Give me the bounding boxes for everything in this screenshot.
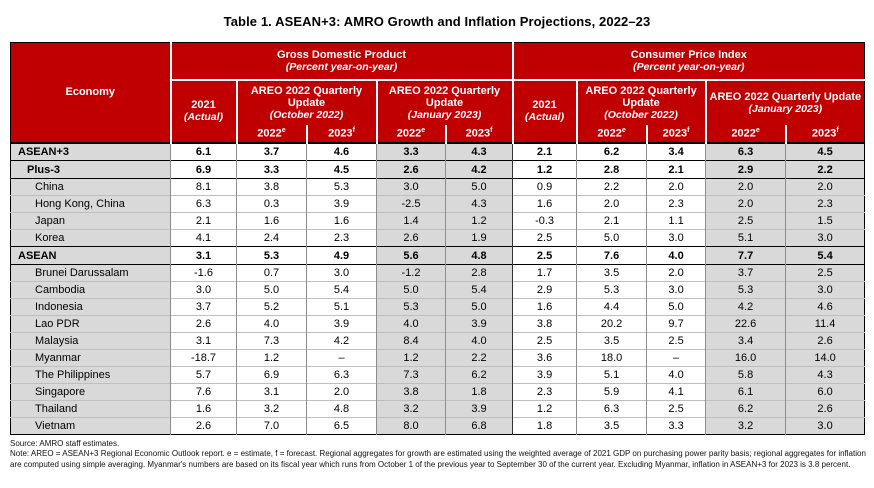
value-cell: 2.6 xyxy=(171,418,237,435)
value-cell: 16.0 xyxy=(706,350,786,367)
value-cell: 4.3 xyxy=(446,196,513,213)
value-cell: 1.2 xyxy=(513,161,577,179)
value-cell: 4.0 xyxy=(647,247,706,265)
value-cell: 2.1 xyxy=(577,213,647,230)
table-row xyxy=(11,350,865,367)
gdp-2021-label: 2021 xyxy=(191,99,216,111)
value-cell: 2.4 xyxy=(237,230,307,247)
col-group-gdp-oct xyxy=(237,80,377,125)
economy-cell: Cambodia xyxy=(11,282,171,299)
table-row xyxy=(11,247,865,265)
value-cell: 5.3 xyxy=(377,299,446,316)
value-cell: 3.5 xyxy=(577,265,647,282)
col-group-gdp xyxy=(171,43,513,80)
value-cell: 3.8 xyxy=(513,316,577,333)
value-cell: 1.6 xyxy=(307,213,377,230)
value-cell: -18.7 xyxy=(171,350,237,367)
value-cell: 7.6 xyxy=(577,247,647,265)
value-cell: 5.3 xyxy=(237,247,307,265)
gdp-jan-sublabel: (January 2023) xyxy=(407,108,482,121)
col-header-cpi-oct-2022e: 2022e xyxy=(577,125,647,143)
value-cell: -0.3 xyxy=(513,213,577,230)
col-header-gdp-oct-2023f: 2023$^f$ xyxy=(307,125,377,143)
col-group-cpi xyxy=(513,43,865,80)
value-cell: 3.5 xyxy=(577,333,647,350)
col-header-cpi-jan-2023f: 2023$^f$ xyxy=(786,125,865,143)
value-cell: 3.0 xyxy=(647,282,706,299)
col-group-gdp-jan xyxy=(377,80,513,125)
value-cell: 2.5 xyxy=(706,213,786,230)
value-cell: 7.0 xyxy=(237,418,307,435)
value-cell: 3.9 xyxy=(307,196,377,213)
value-cell: 5.0 xyxy=(446,299,513,316)
value-cell: 3.9 xyxy=(307,316,377,333)
value-cell: 2.3 xyxy=(513,384,577,401)
col-group-cpi-oct xyxy=(577,80,706,125)
value-cell: 3.0 xyxy=(786,418,865,435)
economy-cell: Brunei Darussalam xyxy=(11,265,171,282)
value-cell: 7.6 xyxy=(171,384,237,401)
value-cell: 0.9 xyxy=(513,179,577,196)
gdp-jan-label: AREO 2022 Quarterly Update xyxy=(388,84,501,109)
value-cell: 1.4 xyxy=(377,213,446,230)
value-cell: 2.0 xyxy=(647,265,706,282)
table-row xyxy=(11,282,865,299)
value-cell: 22.6 xyxy=(706,316,786,333)
value-cell: 3.0 xyxy=(377,179,446,196)
value-cell: 5.6 xyxy=(377,247,446,265)
economy-cell: Myanmar xyxy=(11,350,171,367)
value-cell: 3.0 xyxy=(647,230,706,247)
value-cell: 6.9 xyxy=(237,367,307,384)
table-footer xyxy=(10,439,866,470)
value-cell: 14.0 xyxy=(786,350,865,367)
value-cell: 3.7 xyxy=(171,299,237,316)
value-cell: 2.0 xyxy=(647,179,706,196)
col-header-gdp-oct-2022e: 2022e xyxy=(237,125,307,143)
value-cell: 3.9 xyxy=(446,316,513,333)
table-row xyxy=(11,143,865,161)
value-cell: 4.0 xyxy=(237,316,307,333)
value-cell: 3.4 xyxy=(706,333,786,350)
col-header-cpi-jan-2022e: 2022e xyxy=(706,125,786,143)
value-cell: 1.8 xyxy=(446,384,513,401)
value-cell: 4.3 xyxy=(446,143,513,161)
value-cell: 6.5 xyxy=(307,418,377,435)
value-cell: 5.0 xyxy=(446,179,513,196)
col-header-gdp-jan-2022e: 2022e xyxy=(377,125,446,143)
cpi-group-title: Consumer Price Index xyxy=(630,48,747,61)
value-cell: 6.3 xyxy=(307,367,377,384)
value-cell: 4.5 xyxy=(786,143,865,161)
economy-cell: Singapore xyxy=(11,384,171,401)
col-header-cpi-2021 xyxy=(513,80,577,143)
source-note: Source: AMRO staff estimates. xyxy=(10,439,120,448)
table-row xyxy=(11,196,865,213)
value-cell: 2.8 xyxy=(446,265,513,282)
projections-table xyxy=(10,42,865,435)
table-row xyxy=(11,316,865,333)
value-cell: 0.3 xyxy=(237,196,307,213)
value-cell: 5.1 xyxy=(307,299,377,316)
value-cell: 3.4 xyxy=(647,143,706,161)
value-cell: 9.7 xyxy=(647,316,706,333)
value-cell: 3.2 xyxy=(377,401,446,418)
value-cell: 2.6 xyxy=(786,333,865,350)
table-row xyxy=(11,418,865,435)
value-cell: 2.2 xyxy=(446,350,513,367)
value-cell: 2.8 xyxy=(577,161,647,179)
value-cell: 2.5 xyxy=(513,247,577,265)
value-cell: 6.3 xyxy=(706,143,786,161)
table-body xyxy=(11,143,865,435)
value-cell: 18.0 xyxy=(577,350,647,367)
table-row xyxy=(11,230,865,247)
value-cell: 1.6 xyxy=(513,299,577,316)
value-cell: 3.9 xyxy=(446,401,513,418)
cpi-2021-sublabel: (Actual) xyxy=(525,111,565,123)
value-cell: 2.0 xyxy=(706,179,786,196)
economy-cell: Indonesia xyxy=(11,299,171,316)
value-cell: 4.6 xyxy=(307,143,377,161)
value-cell: 2.6 xyxy=(171,316,237,333)
value-cell: 3.5 xyxy=(577,418,647,435)
value-cell: 1.2 xyxy=(513,401,577,418)
cpi-jan-sublabel: (January 2023) xyxy=(748,102,823,115)
value-cell: 4.1 xyxy=(171,230,237,247)
value-cell: 2.6 xyxy=(377,161,446,179)
economy-cell: Korea xyxy=(11,230,171,247)
value-cell: 5.4 xyxy=(307,282,377,299)
gdp-oct-sublabel: (October 2022) xyxy=(269,108,344,121)
value-cell: 3.6 xyxy=(513,350,577,367)
value-cell: – xyxy=(307,350,377,367)
value-cell: 5.0 xyxy=(237,282,307,299)
value-cell: 5.1 xyxy=(577,367,647,384)
value-cell: 3.3 xyxy=(237,161,307,179)
col-header-cpi-oct-2023f: 2023$^f$ xyxy=(647,125,706,143)
value-cell: 1.2 xyxy=(446,213,513,230)
economy-cell: ASEAN xyxy=(11,247,171,265)
footnote: Note: AREO = ASEAN+3 Regional Economic Outlook report. e = estimate, f = forecast. Regional aggregates for growth are estimated using the weighted average of 2021 GDP on purchasing power parity basis; regional aggregates for inflation are computed using simple averaging. Myanmar's numbers are based on its fiscal year which runs from October 1 of the previous year to September 30 of the current year. Excluding Myanmar, inflation in ASEAN+3 for 2023 is 3.8 percent. xyxy=(10,449,866,469)
value-cell: 2.5 xyxy=(786,265,865,282)
value-cell: 6.1 xyxy=(706,384,786,401)
value-cell: -1.6 xyxy=(171,265,237,282)
col-header-economy: Economy xyxy=(11,43,171,143)
value-cell: 2.2 xyxy=(786,161,865,179)
economy-cell: ASEAN+3 xyxy=(11,143,171,161)
cpi-group-subtitle: (Percent year-on-year) xyxy=(633,60,745,73)
table-row xyxy=(11,401,865,418)
gdp-group-subtitle: (Percent year-on-year) xyxy=(285,60,398,73)
table-row xyxy=(11,333,865,350)
value-cell: 3.1 xyxy=(171,333,237,350)
value-cell: 2.5 xyxy=(513,230,577,247)
value-cell: 5.0 xyxy=(647,299,706,316)
value-cell: 1.6 xyxy=(171,401,237,418)
value-cell: 6.1 xyxy=(171,143,237,161)
gdp-group-title: Gross Domestic Product xyxy=(277,48,407,61)
value-cell: 6.9 xyxy=(171,161,237,179)
table-row xyxy=(11,384,865,401)
value-cell: 1.5 xyxy=(786,213,865,230)
value-cell: 3.2 xyxy=(237,401,307,418)
value-cell: 3.0 xyxy=(786,282,865,299)
value-cell: 3.0 xyxy=(786,230,865,247)
value-cell: 2.1 xyxy=(647,161,706,179)
value-cell: 2.0 xyxy=(706,196,786,213)
value-cell: 4.0 xyxy=(446,333,513,350)
value-cell: 4.1 xyxy=(647,384,706,401)
value-cell: 20.2 xyxy=(577,316,647,333)
value-cell: 3.0 xyxy=(171,282,237,299)
cpi-oct-sublabel: (October 2022) xyxy=(604,108,678,121)
value-cell: 2.1 xyxy=(513,143,577,161)
table-row xyxy=(11,299,865,316)
economy-cell: Hong Kong, China xyxy=(11,196,171,213)
value-cell: 1.2 xyxy=(237,350,307,367)
economy-cell: The Philippines xyxy=(11,367,171,384)
value-cell: 5.0 xyxy=(377,282,446,299)
value-cell: 2.5 xyxy=(647,401,706,418)
table-row xyxy=(11,179,865,196)
value-cell: 6.3 xyxy=(171,196,237,213)
value-cell: 11.4 xyxy=(786,316,865,333)
value-cell: 6.3 xyxy=(577,401,647,418)
table-row xyxy=(11,367,865,384)
value-cell: 5.3 xyxy=(577,282,647,299)
value-cell: 3.8 xyxy=(237,179,307,196)
value-cell: 5.3 xyxy=(706,282,786,299)
col-header-gdp-2021 xyxy=(171,80,237,143)
value-cell: 4.4 xyxy=(577,299,647,316)
value-cell: 2.0 xyxy=(577,196,647,213)
cpi-oct-label: AREO 2022 Quarterly Update xyxy=(585,84,697,109)
value-cell: 5.4 xyxy=(446,282,513,299)
value-cell: 5.2 xyxy=(237,299,307,316)
value-cell: 6.2 xyxy=(577,143,647,161)
value-cell: 1.8 xyxy=(513,418,577,435)
economy-cell: Lao PDR xyxy=(11,316,171,333)
value-cell: 2.3 xyxy=(647,196,706,213)
value-cell: -2.5 xyxy=(377,196,446,213)
value-cell: 4.2 xyxy=(307,333,377,350)
value-cell: -1.2 xyxy=(377,265,446,282)
value-cell: 4.6 xyxy=(786,299,865,316)
value-cell: 4.2 xyxy=(446,161,513,179)
value-cell: 1.2 xyxy=(377,350,446,367)
value-cell: – xyxy=(647,350,706,367)
economy-cell: China xyxy=(11,179,171,196)
value-cell: 2.5 xyxy=(647,333,706,350)
value-cell: 2.5 xyxy=(513,333,577,350)
value-cell: 4.0 xyxy=(377,316,446,333)
value-cell: 1.9 xyxy=(446,230,513,247)
value-cell: 4.2 xyxy=(706,299,786,316)
value-cell: 3.1 xyxy=(237,384,307,401)
col-group-cpi-jan xyxy=(706,80,865,125)
value-cell: 2.0 xyxy=(307,384,377,401)
value-cell: 8.4 xyxy=(377,333,446,350)
col-header-gdp-jan-2023f: 2023$^f$ xyxy=(446,125,513,143)
value-cell: 5.3 xyxy=(307,179,377,196)
value-cell: 4.5 xyxy=(307,161,377,179)
value-cell: 5.8 xyxy=(706,367,786,384)
value-cell: 3.1 xyxy=(171,247,237,265)
value-cell: 3.8 xyxy=(377,384,446,401)
cpi-jan-label: AREO 2022 Quarterly Update xyxy=(709,90,862,103)
value-cell: 3.7 xyxy=(237,143,307,161)
value-cell: 8.0 xyxy=(377,418,446,435)
value-cell: 5.0 xyxy=(577,230,647,247)
value-cell: 2.3 xyxy=(786,196,865,213)
gdp-oct-label: AREO 2022 Quarterly Update xyxy=(250,84,363,109)
value-cell: 4.0 xyxy=(647,367,706,384)
gdp-2021-sublabel: (Actual) xyxy=(183,111,224,123)
value-cell: 4.8 xyxy=(446,247,513,265)
value-cell: 2.2 xyxy=(577,179,647,196)
value-cell: 2.6 xyxy=(377,230,446,247)
value-cell: 4.9 xyxy=(307,247,377,265)
value-cell: 2.6 xyxy=(786,401,865,418)
value-cell: 8.1 xyxy=(171,179,237,196)
value-cell: 7.3 xyxy=(377,367,446,384)
value-cell: 6.0 xyxy=(786,384,865,401)
value-cell: 6.2 xyxy=(446,367,513,384)
value-cell: 2.9 xyxy=(706,161,786,179)
value-cell: 7.3 xyxy=(237,333,307,350)
cpi-2021-label: 2021 xyxy=(532,99,557,111)
value-cell: 4.3 xyxy=(786,367,865,384)
table-row xyxy=(11,161,865,179)
value-cell: 2.9 xyxy=(513,282,577,299)
value-cell: 2.0 xyxy=(786,179,865,196)
value-cell: 5.9 xyxy=(577,384,647,401)
economy-cell: Thailand xyxy=(11,401,171,418)
value-cell: 0.7 xyxy=(237,265,307,282)
value-cell: 1.1 xyxy=(647,213,706,230)
table-row xyxy=(11,265,865,282)
economy-cell: Malaysia xyxy=(11,333,171,350)
value-cell: 3.0 xyxy=(307,265,377,282)
value-cell: 5.1 xyxy=(706,230,786,247)
value-cell: 3.7 xyxy=(706,265,786,282)
value-cell: 1.6 xyxy=(513,196,577,213)
value-cell: 2.1 xyxy=(171,213,237,230)
value-cell: 6.2 xyxy=(706,401,786,418)
table-header xyxy=(11,43,865,143)
table-title: Table 1. ASEAN+3: AMRO Growth and Inflation Projections, 2022–23 xyxy=(223,14,651,29)
table-row xyxy=(11,213,865,230)
value-cell: 6.8 xyxy=(446,418,513,435)
value-cell: 1.7 xyxy=(513,265,577,282)
value-cell: 2.3 xyxy=(307,230,377,247)
economy-cell: Japan xyxy=(11,213,171,230)
value-cell: 5.7 xyxy=(171,367,237,384)
value-cell: 4.8 xyxy=(307,401,377,418)
value-cell: 3.9 xyxy=(513,367,577,384)
value-cell: 3.3 xyxy=(377,143,446,161)
economy-cell: Vietnam xyxy=(11,418,171,435)
value-cell: 5.4 xyxy=(786,247,865,265)
value-cell: 3.3 xyxy=(647,418,706,435)
value-cell: 1.6 xyxy=(237,213,307,230)
economy-cell: Plus-3 xyxy=(11,161,171,179)
value-cell: 3.2 xyxy=(706,418,786,435)
value-cell: 7.7 xyxy=(706,247,786,265)
